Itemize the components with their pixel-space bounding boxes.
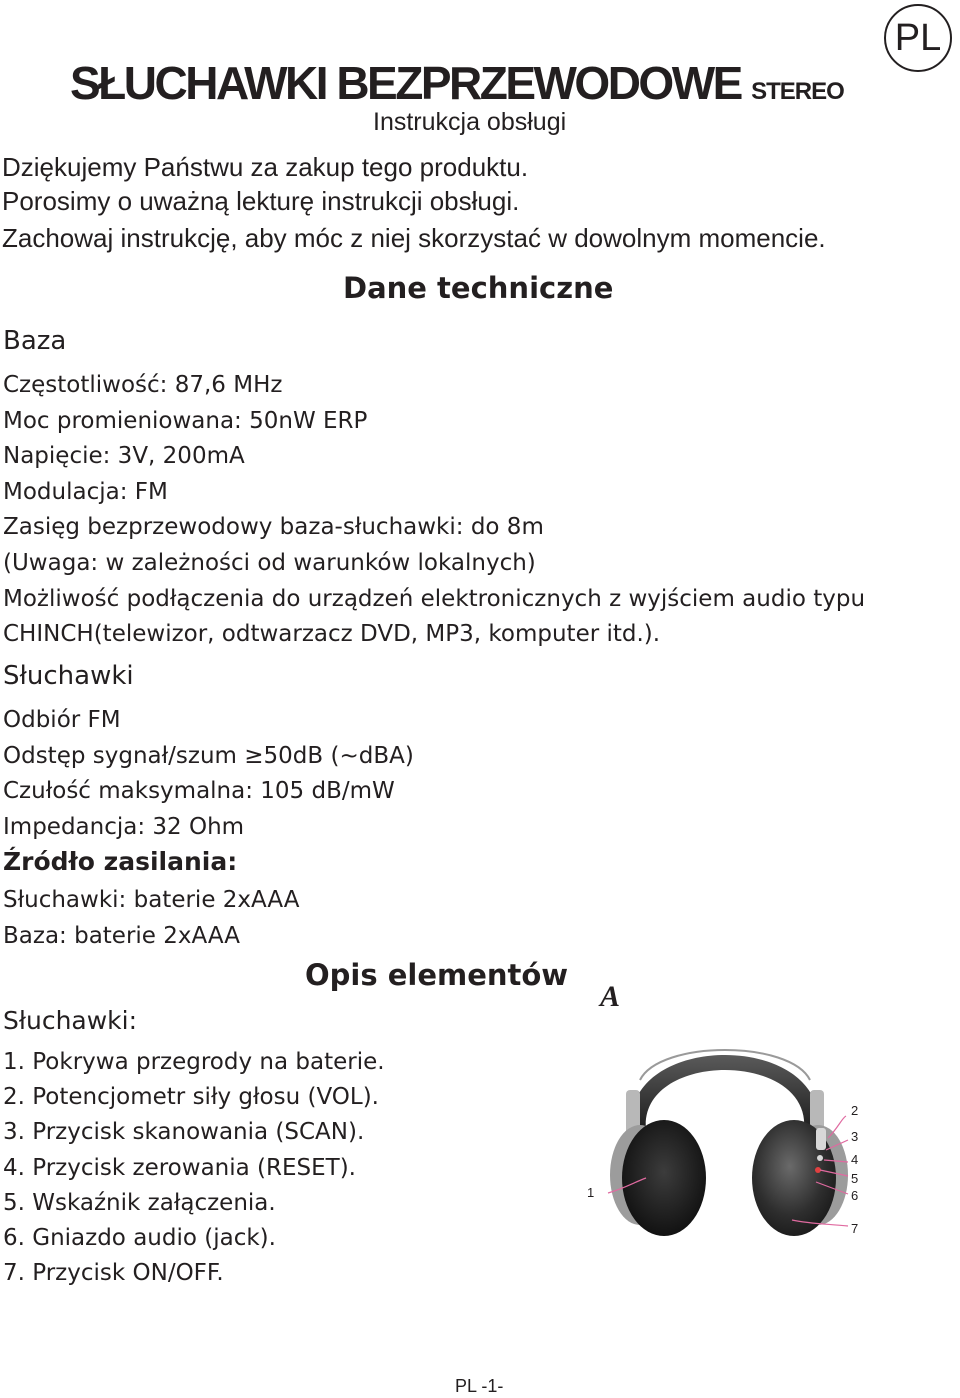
spec-line: Słuchawki: baterie 2xAAA (3, 887, 300, 913)
callout-4: 4 (851, 1152, 859, 1167)
callout-1: 1 (587, 1185, 595, 1200)
spec-line: Moc promieniowana: 50nW ERP (3, 407, 368, 434)
headband (632, 1055, 819, 1130)
power-heading: Źródło zasilania: (3, 847, 238, 876)
spec-line: Odstęp sygnał/szum ≥50dB (~dBA) (3, 742, 414, 769)
volume-control (816, 1128, 826, 1150)
list-item: 5. Wskaźnik załączenia. (3, 1189, 276, 1216)
tech-heading: Dane techniczne (343, 271, 614, 305)
headphones-illustration (580, 1010, 880, 1250)
intro-line-3: Zachowaj instrukcję, aby móc z niej skorzystać w dowolnym momencie. (2, 223, 826, 253)
language-badge: PL (884, 4, 952, 72)
list-item: 3. Przycisk skanowania (SCAN). (3, 1119, 365, 1146)
callout-6: 6 (851, 1188, 859, 1203)
callout-7: 7 (851, 1221, 859, 1236)
left-ear-pad (622, 1120, 706, 1236)
spec-line: Częstotliwość: 87,6 MHz (3, 372, 283, 398)
headphones-heading: Słuchawki (3, 661, 134, 691)
elements-heading: Opis elementów (305, 958, 569, 992)
callout-line-2 (828, 1116, 846, 1138)
list-item: 1. Pokrywa przegrody na baterie. (3, 1049, 385, 1075)
callout-5: 5 (851, 1171, 859, 1186)
page-number: PL -1- (455, 1376, 504, 1396)
list-item: 2. Potencjometr siły głosu (VOL). (3, 1084, 379, 1111)
callout-3: 3 (851, 1129, 859, 1144)
spec-line: Napięcie: 3V, 200mA (3, 443, 245, 470)
scan-button-shape (817, 1155, 823, 1161)
spec-line: Baza: baterie 2xAAA (3, 922, 240, 949)
callout-2: 2 (851, 1103, 859, 1118)
parts-list (3, 1047, 385, 1293)
spec-line: Modulacja: FM (3, 478, 168, 505)
spec-line: Impedancja: 32 Ohm (3, 813, 245, 840)
list-item: 4. Przycisk zerowania (RESET). (3, 1154, 356, 1181)
title-main: SŁUCHAWKI BEZPRZEWODOWE (70, 57, 741, 109)
spec-line: Czułość maksymalna: 105 dB/mW (3, 778, 395, 805)
spec-line: Odbiór FM (3, 707, 121, 733)
base-heading: Baza (3, 326, 67, 356)
list-item: 7. Przycisk ON/OFF. (3, 1260, 224, 1287)
intro-line-2: Porosimy o uważną lekturę instrukcji obsługi. (2, 186, 520, 216)
figure-label: A (600, 980, 621, 1013)
document-subtitle: Instrukcja obsługi (373, 108, 567, 136)
spec-line: (Uwaga: w zależności od warunków lokalnych) (3, 549, 536, 576)
power-spec-list (3, 885, 300, 956)
spec-line: CHINCH(telewizor, odtwarzacz DVD, MP3, komputer itd.). (3, 621, 661, 648)
title-small: STEREO (751, 78, 844, 105)
spec-line: Zasięg bezprzewodowy baza-słuchawki: do 8m (3, 514, 544, 541)
base-spec-list (3, 370, 865, 655)
document-title (70, 56, 844, 110)
intro-line-1: Dziękujemy Państwu za zakup tego produktu. (2, 152, 529, 182)
headphones-spec-list (3, 705, 414, 847)
list-item: 6. Gniazdo audio (jack). (3, 1224, 276, 1251)
parts-heading: Słuchawki: (3, 1006, 138, 1035)
spec-line: Możliwość podłączenia do urządzeń elektronicznych z wyjściem audio typu (3, 585, 866, 612)
